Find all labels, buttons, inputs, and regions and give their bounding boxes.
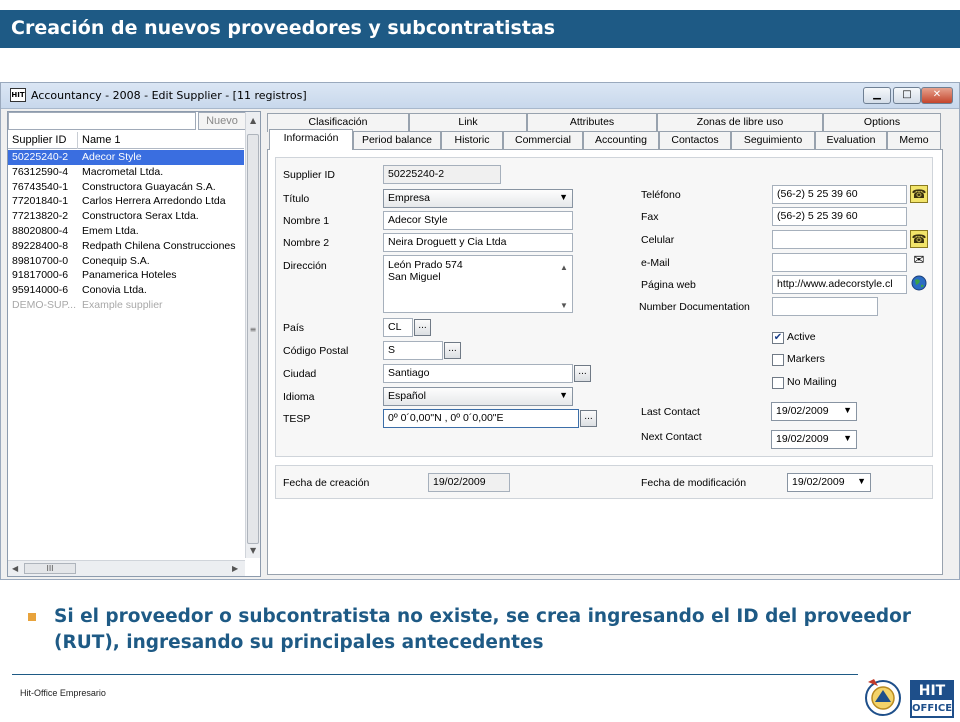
footer-text: Hit-Office Empresario [20,688,106,698]
no-mailing-label: No Mailing [787,376,837,388]
idioma-label: Idioma [283,391,315,403]
list-search-input[interactable] [8,112,196,130]
scroll-down-icon[interactable]: ▼ [560,301,568,310]
pais-label: País [283,322,305,334]
tab-informacion[interactable]: Información [269,129,353,150]
tab-contactos[interactable]: Contactos [659,131,731,150]
row-supplier-id: 76312590-4 [12,165,69,178]
active-checkbox[interactable]: ✔ [773,332,783,343]
table-row[interactable] [8,268,244,283]
tesp-lookup-button[interactable]: ... [580,410,597,427]
idioma-value: Español [388,390,426,402]
fax-field[interactable]: (56-2) 5 25 39 60 [772,207,907,226]
tab-seguimiento[interactable]: Seguimiento [731,131,815,150]
email-label: e-Mail [641,257,670,269]
slide-title: Creación de nuevos proveedores y subcontratistas [0,10,960,48]
row-name: Adecor Style [82,151,142,163]
chevron-down-icon: ▼ [559,192,568,202]
row-name: Macrometal Ltda. [82,165,164,178]
column-header-supplier-id[interactable]: Supplier ID [12,134,67,146]
fax-label: Fax [641,211,659,223]
markers-checkbox[interactable] [772,354,784,366]
phone-icon[interactable]: ☎ [911,187,927,201]
codigo-postal-lookup-button[interactable]: ... [444,342,461,359]
telefono-field[interactable]: (56-2) 5 25 39 60 [772,185,907,204]
direccion-line2: San Miguel [388,271,441,283]
logo-text-office: OFFICE [912,703,953,714]
fecha-creacion-field: 19/02/2009 [428,473,510,492]
seal-logo [860,676,906,718]
fecha-modificacion-value: 19/02/2009 [792,476,845,488]
minimize-button[interactable]: ▁ [863,87,891,104]
hit-office-logo [910,680,954,718]
hscroll-thumb[interactable]: III [24,563,76,574]
web-label: Página web [641,279,696,291]
ciudad-field[interactable]: Santiago [383,364,573,383]
titulo-label: Título [283,193,310,205]
column-header-name[interactable]: Name 1 [82,134,121,146]
direccion-label: Dirección [283,260,327,272]
table-row[interactable] [8,239,244,254]
chevron-down-icon: ▼ [559,390,568,400]
row-name: Carlos Herrera Arredondo Ltda [82,195,226,208]
direccion-textarea[interactable] [383,255,573,313]
row-name: Panamerica Hoteles [82,269,177,282]
list-header [8,132,244,149]
fecha-modificacion-date[interactable] [787,473,871,492]
tesp-label: TESP [283,413,311,425]
row-name: Redpath Chilena Construcciones [82,239,236,252]
web-field[interactable]: http://www.adecorstyle.cl [772,275,907,294]
nombre1-field[interactable]: Adecor Style [383,211,573,230]
row-supplier-id: 50225240-2 [12,151,69,163]
ciudad-label: Ciudad [283,368,317,380]
row-name: Conovia Ltda. [82,284,147,297]
app-icon: HIT [10,88,26,102]
table-row[interactable] [8,209,244,224]
vertical-scrollbar[interactable] [245,112,260,558]
close-button[interactable]: ✕ [921,87,953,104]
row-supplier-id: 91817000-6 [12,269,69,282]
row-supplier-id: 76743540-1 [12,180,69,193]
row-name: Constructora Guayacán S.A. [82,180,216,193]
envelope-icon[interactable]: ✉ [913,253,925,268]
pais-lookup-button[interactable]: ... [414,319,431,336]
table-row[interactable] [8,283,244,298]
table-row[interactable] [8,165,244,180]
tab-period-balance[interactable]: Period balance [353,131,441,150]
maximize-button[interactable]: □ [893,87,921,104]
celular-field[interactable] [772,230,907,249]
phone-icon[interactable]: ☎ [911,232,927,246]
fecha-modificacion-label: Fecha de modificación [641,477,747,489]
window-titlebar [1,83,959,109]
tesp-field[interactable]: 0º 0´0,00"N , 0º 0´0,00"E [383,409,579,428]
tab-memo[interactable]: Memo [887,131,941,150]
titulo-value: Empresa [388,192,431,204]
table-row[interactable] [8,194,244,209]
row-supplier-id: 77213820-2 [12,210,69,223]
nombre2-field[interactable]: Neira Droguett y Cia Ltda [383,233,573,252]
email-field[interactable] [772,253,907,272]
tab-clasificacion[interactable]: Clasificación [267,113,409,132]
celular-label: Celular [641,234,675,246]
tab-evaluation[interactable]: Evaluation [815,131,887,150]
supplier-id-label: Supplier ID [283,169,335,181]
direccion-line1: León Prado 574 [388,259,463,271]
pais-field[interactable]: CL [383,318,413,337]
row-name: Example supplier [82,298,163,311]
globe-icon[interactable] [910,275,928,293]
ciudad-lookup-button[interactable]: ... [574,365,591,382]
table-row[interactable] [8,150,244,165]
next-contact-date[interactable] [771,430,857,449]
fecha-creacion-label: Fecha de creación [283,477,370,489]
supplier-id-field[interactable]: 50225240-2 [383,165,501,184]
bullet-text: Si el proveedor o subcontratista no existe, se crea ingresando el ID del proveedor (RUT), ingresando su principales antecedentes [54,606,911,653]
tab-attributes[interactable]: Attributes [527,113,657,132]
scroll-thumb[interactable]: ≡ [247,134,259,544]
tab-historic[interactable]: Historic [441,131,503,150]
row-supplier-id: DEMO-SUP... [12,298,76,311]
chevron-down-icon: ▼ [843,405,852,415]
row-name: Constructora Serax Ltda. [82,210,199,223]
scroll-down-icon[interactable]: ▼ [250,546,257,555]
idioma-select[interactable] [383,387,573,406]
tab-accounting[interactable]: Accounting [583,131,659,150]
tab-commercial[interactable]: Commercial [503,131,583,150]
active-label: Active [787,331,816,343]
next-contact-value: 19/02/2009 [776,433,829,445]
row-name: Emem Ltda. [82,224,139,237]
number-documentation-label: Number Documentation [639,301,750,313]
supplier-window [0,82,960,580]
row-supplier-id: 95914000-6 [12,284,69,297]
horizontal-scrollbar[interactable] [8,560,245,576]
new-button[interactable]: Nuevo [198,112,246,130]
scroll-right-icon[interactable]: ▶ [232,564,239,573]
row-name: Conequip S.A. [82,254,150,267]
bullet-marker [28,613,36,621]
telefono-label: Teléfono [641,189,681,201]
last-contact-label: Last Contact [641,406,700,418]
tab-zonas-libre-uso[interactable]: Zonas de libre uso [657,113,823,132]
codigo-postal-field[interactable]: S [383,341,443,360]
nombre1-label: Nombre 1 [283,215,330,227]
no-mailing-checkbox[interactable] [772,377,784,389]
row-supplier-id: 88020800-4 [12,224,69,237]
codigo-postal-label: Código Postal [283,345,349,357]
table-row[interactable] [8,298,244,313]
number-documentation-field[interactable] [772,297,878,316]
row-supplier-id: 89810700-0 [12,254,69,267]
supplier-list-panel [7,111,261,577]
tab-options[interactable]: Options [823,113,941,132]
table-row[interactable] [8,224,244,239]
table-row[interactable] [8,180,244,195]
supplier-rows [8,150,244,313]
last-contact-date[interactable] [771,402,857,421]
markers-label: Markers [787,353,825,365]
row-supplier-id: 89228400-8 [12,239,69,252]
last-contact-value: 19/02/2009 [776,405,829,417]
row-supplier-id: 77201840-1 [12,195,69,208]
window-title: Accountancy - 2008 - Edit Supplier - [11 registros] [31,89,307,102]
scroll-left-icon[interactable]: ◀ [12,564,19,573]
table-row[interactable] [8,254,244,269]
footer-divider [12,674,858,675]
scroll-up-icon[interactable]: ▲ [250,116,257,125]
chevron-down-icon: ▼ [857,476,866,486]
scroll-up-icon[interactable]: ▲ [560,263,568,272]
tab-link[interactable]: Link [409,113,527,132]
nombre2-label: Nombre 2 [283,237,330,249]
next-contact-label: Next Contact [641,431,702,443]
chevron-down-icon: ▼ [843,433,852,443]
titulo-select[interactable] [383,189,573,208]
logo-text-hit: HIT [912,682,952,700]
